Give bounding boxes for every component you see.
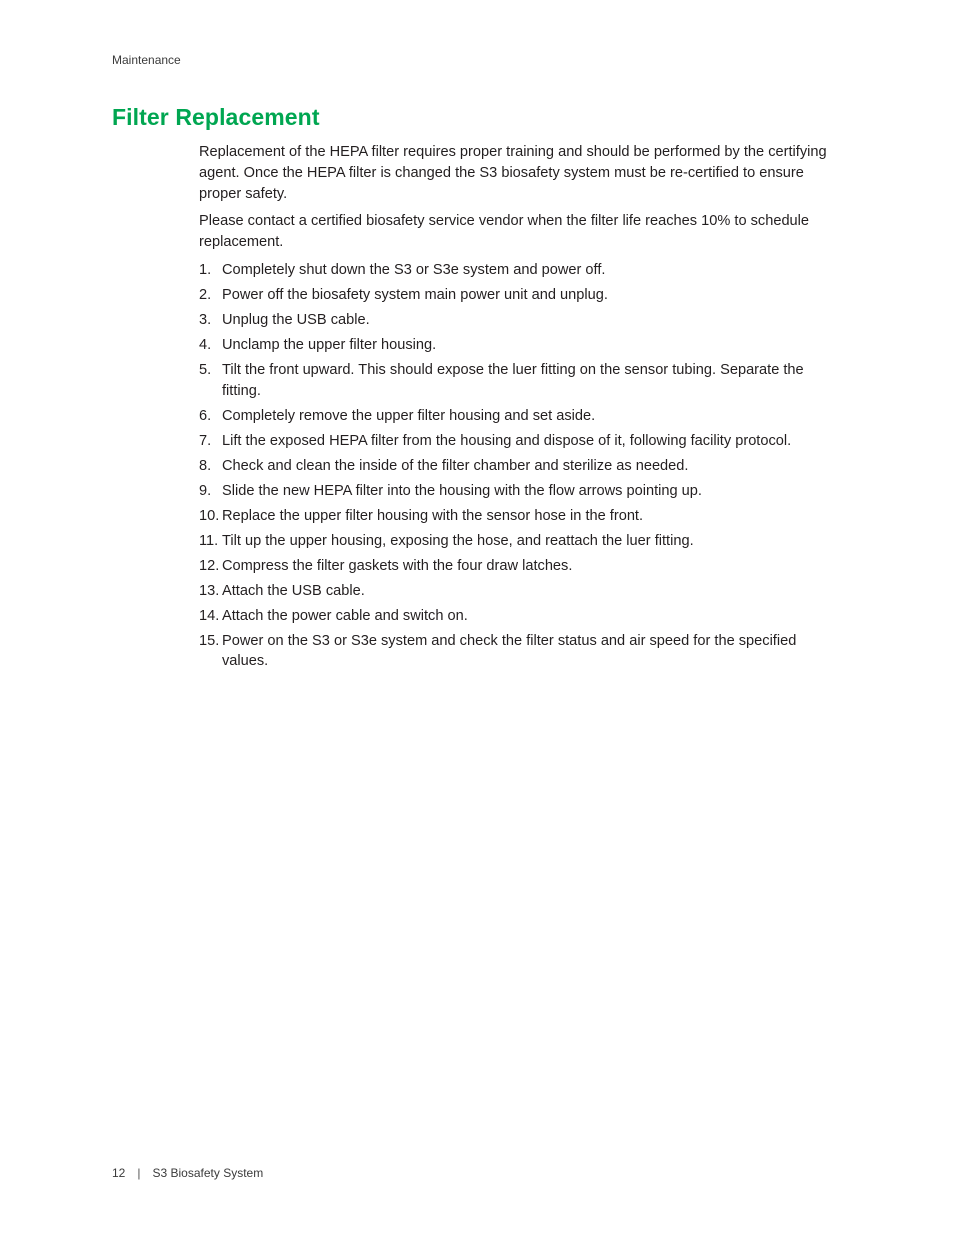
step-text: Slide the new HEPA filter into the housing with the flow arrows pointing up.: [222, 482, 702, 499]
contact-paragraph: Please contact a certified biosafety service vendor when the filter life reaches 10% to schedule replacement.: [199, 213, 810, 251]
list-item: [199, 631, 839, 673]
step-number: 2.: [199, 286, 212, 303]
step-number: 14.: [199, 607, 220, 624]
document-title: S3 Biosafety System: [152, 1166, 264, 1180]
list-item: [199, 606, 839, 627]
step-text: Power off the biosafety system main power unit and unplug.: [222, 286, 608, 303]
list-item: [199, 360, 839, 402]
step-text: Compress the filter gaskets with the four draw latches.: [222, 557, 573, 574]
step-text: Tilt the front upward. This should expose the luer fitting on the sensor tubing. Separate the fitting.: [222, 361, 804, 399]
step-text: Completely remove the upper filter housing and set aside.: [222, 407, 596, 424]
step-number: 12.: [199, 557, 220, 574]
step-number: 11.: [199, 532, 219, 549]
step-text: Replace the upper filter housing with the sensor hose in the front.: [222, 507, 644, 524]
running-header: Maintenance: [112, 53, 181, 67]
list-item: [199, 260, 839, 281]
list-item: [199, 431, 839, 452]
step-number: 1.: [199, 261, 212, 278]
step-number: 7.: [199, 432, 212, 449]
list-item: [199, 506, 839, 527]
list-item: [199, 531, 839, 552]
list-item: [199, 285, 839, 306]
content-body: [199, 142, 839, 676]
step-number: 6.: [199, 407, 212, 424]
step-text: Attach the USB cable.: [222, 582, 365, 599]
list-item: [199, 406, 839, 427]
step-text: Tilt up the upper housing, exposing the hose, and reattach the luer fitting.: [222, 532, 694, 549]
list-item: [199, 481, 839, 502]
step-number: 9.: [199, 482, 212, 499]
intro-paragraph: Replacement of the HEPA filter requires proper training and should be performed by the certifying agent. Once the HEPA filter is changed the S3 biosafety system must be re-certified to ensure proper safety.: [199, 144, 827, 202]
list-item: [199, 310, 839, 331]
step-text: Completely shut down the S3 or S3e system and power off.: [222, 261, 606, 278]
step-text: Check and clean the inside of the filter chamber and sterilize as needed.: [222, 457, 689, 474]
step-number: 8.: [199, 457, 212, 474]
page-number: 12: [112, 1166, 126, 1180]
step-number: 3.: [199, 311, 212, 328]
footer-separator: |: [137, 1166, 141, 1180]
steps-list: [199, 260, 839, 672]
step-number: 13.: [199, 582, 220, 599]
step-text: Power on the S3 or S3e system and check the filter status and air speed for the specified values.: [222, 632, 797, 670]
list-item: [199, 335, 839, 356]
list-item: [199, 581, 839, 602]
page-footer: [112, 1166, 263, 1180]
step-number: 10.: [199, 507, 220, 524]
step-number: 4.: [199, 336, 212, 353]
step-text: Unclamp the upper filter housing.: [222, 336, 437, 353]
list-item: [199, 556, 839, 577]
step-text: Unplug the USB cable.: [222, 311, 370, 328]
page-title: Filter Replacement: [112, 104, 320, 130]
list-item: [199, 456, 839, 477]
step-text: Attach the power cable and switch on.: [222, 607, 468, 624]
step-text: Lift the exposed HEPA filter from the housing and dispose of it, following facility protocol.: [222, 432, 792, 449]
step-number: 5.: [199, 361, 212, 378]
step-number: 15.: [199, 632, 220, 649]
